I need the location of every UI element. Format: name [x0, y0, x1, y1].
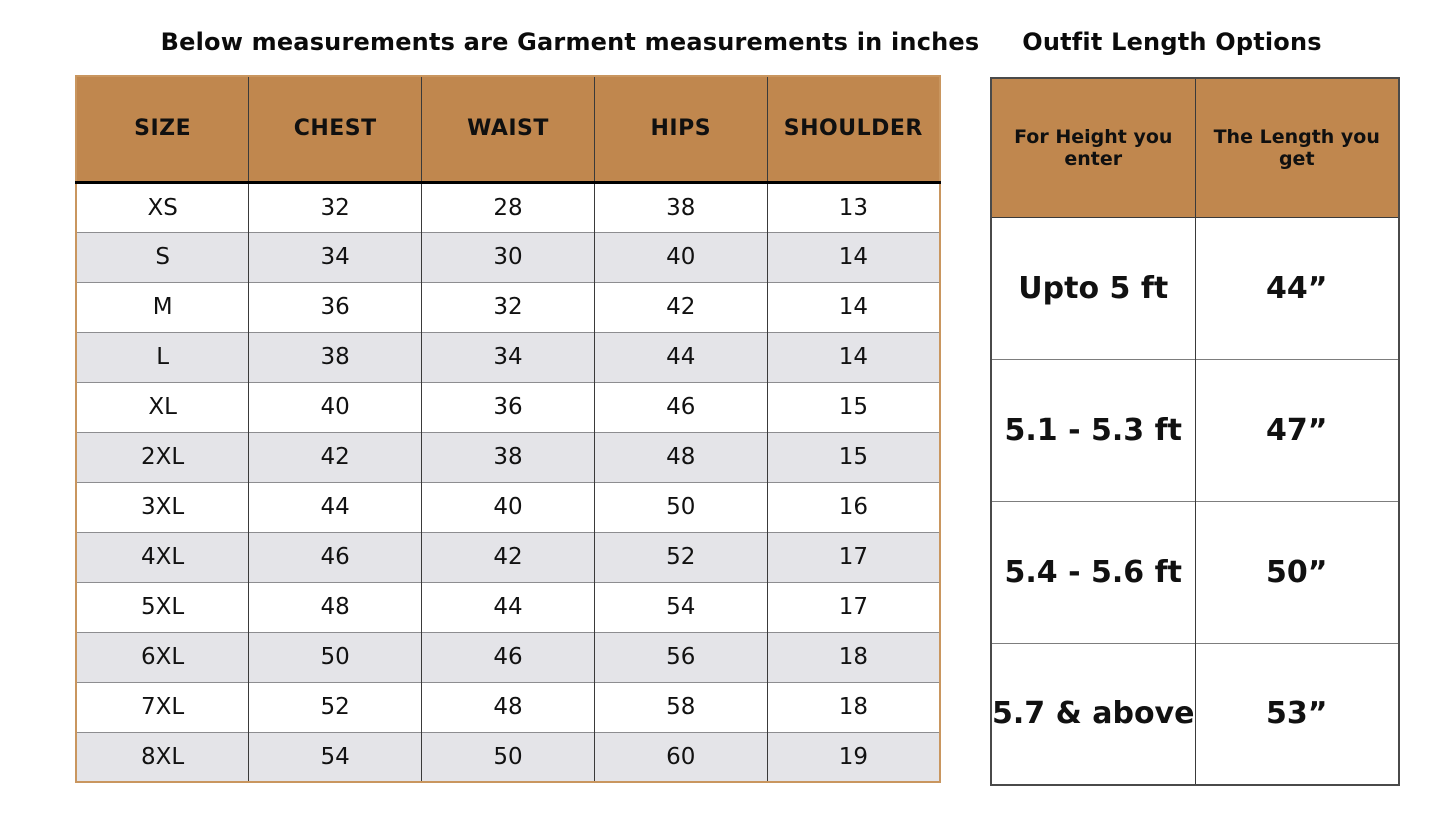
- column-header-the-length-you-get: The Length you get: [1195, 78, 1399, 217]
- column-header-size: SIZE: [76, 76, 249, 182]
- cell: 32: [249, 182, 422, 232]
- cell: 46: [249, 532, 422, 582]
- cell: XL: [76, 382, 249, 432]
- table-row: [76, 682, 940, 732]
- size-chart-table: [75, 75, 941, 783]
- cell: 19: [767, 732, 940, 782]
- cell: 50”: [1195, 501, 1399, 643]
- cell: 40: [594, 232, 767, 282]
- table-row: [76, 182, 940, 232]
- table-row: [76, 532, 940, 582]
- table-row: [76, 582, 940, 632]
- cell: 14: [767, 232, 940, 282]
- cell: 56: [594, 632, 767, 682]
- cell: 50: [594, 482, 767, 532]
- header-row: [991, 78, 1399, 217]
- column-header-shoulder: SHOULDER: [767, 76, 940, 182]
- cell: 34: [249, 232, 422, 282]
- length-options-title: Outfit Length Options: [1022, 28, 1322, 56]
- table-row: [991, 217, 1399, 359]
- cell: 34: [422, 332, 595, 382]
- table-row: [76, 382, 940, 432]
- cell: 38: [249, 332, 422, 382]
- cell: M: [76, 282, 249, 332]
- cell: 47”: [1195, 359, 1399, 501]
- cell: 28: [422, 182, 595, 232]
- cell: 44: [422, 582, 595, 632]
- cell: 46: [422, 632, 595, 682]
- column-header-waist: WAIST: [422, 76, 595, 182]
- column-header-hips: HIPS: [594, 76, 767, 182]
- table-row: [991, 501, 1399, 643]
- cell: 17: [767, 532, 940, 582]
- table-row: [76, 432, 940, 482]
- table-row: [991, 359, 1399, 501]
- cell: 2XL: [76, 432, 249, 482]
- size-chart-table-container: [75, 75, 941, 783]
- cell: 48: [249, 582, 422, 632]
- cell: 16: [767, 482, 940, 532]
- cell: 5.4 - 5.6 ft: [991, 501, 1195, 643]
- table-row: [76, 332, 940, 382]
- cell: 4XL: [76, 532, 249, 582]
- cell: 13: [767, 182, 940, 232]
- table-row: [76, 232, 940, 282]
- length-options-table-container: [990, 77, 1400, 786]
- cell: 17: [767, 582, 940, 632]
- cell: 14: [767, 332, 940, 382]
- cell: 5.1 - 5.3 ft: [991, 359, 1195, 501]
- cell: XS: [76, 182, 249, 232]
- cell: 60: [594, 732, 767, 782]
- cell: 5XL: [76, 582, 249, 632]
- cell: 52: [594, 532, 767, 582]
- cell: 15: [767, 382, 940, 432]
- cell: 6XL: [76, 632, 249, 682]
- cell: 48: [422, 682, 595, 732]
- cell: 44”: [1195, 217, 1399, 359]
- cell: 48: [594, 432, 767, 482]
- cell: 3XL: [76, 482, 249, 532]
- cell: 36: [422, 382, 595, 432]
- cell: 40: [249, 382, 422, 432]
- cell: 54: [594, 582, 767, 632]
- cell: 44: [594, 332, 767, 382]
- cell: 52: [249, 682, 422, 732]
- cell: 8XL: [76, 732, 249, 782]
- cell: 30: [422, 232, 595, 282]
- cell: 14: [767, 282, 940, 332]
- length-options-table: [990, 77, 1400, 786]
- cell: 5.7 & above: [991, 643, 1195, 785]
- cell: 42: [422, 532, 595, 582]
- table-row: [991, 643, 1399, 785]
- column-header-for-height-you-enter: For Height you enter: [991, 78, 1195, 217]
- header-row: [76, 76, 940, 182]
- cell: 44: [249, 482, 422, 532]
- cell: 36: [249, 282, 422, 332]
- cell: 18: [767, 682, 940, 732]
- cell: 32: [422, 282, 595, 332]
- cell: Upto 5 ft: [991, 217, 1195, 359]
- cell: 7XL: [76, 682, 249, 732]
- cell: 15: [767, 432, 940, 482]
- cell: 50: [422, 732, 595, 782]
- cell: 18: [767, 632, 940, 682]
- table-row: [76, 632, 940, 682]
- cell: 42: [594, 282, 767, 332]
- cell: 58: [594, 682, 767, 732]
- cell: 38: [422, 432, 595, 482]
- table-row: [76, 732, 940, 782]
- cell: 54: [249, 732, 422, 782]
- cell: 40: [422, 482, 595, 532]
- cell: 46: [594, 382, 767, 432]
- cell: 38: [594, 182, 767, 232]
- column-header-chest: CHEST: [249, 76, 422, 182]
- cell: S: [76, 232, 249, 282]
- table-row: [76, 482, 940, 532]
- size-chart-title: Below measurements are Garment measurements in inches: [160, 28, 980, 56]
- cell: L: [76, 332, 249, 382]
- cell: 53”: [1195, 643, 1399, 785]
- cell: 42: [249, 432, 422, 482]
- cell: 50: [249, 632, 422, 682]
- table-row: [76, 282, 940, 332]
